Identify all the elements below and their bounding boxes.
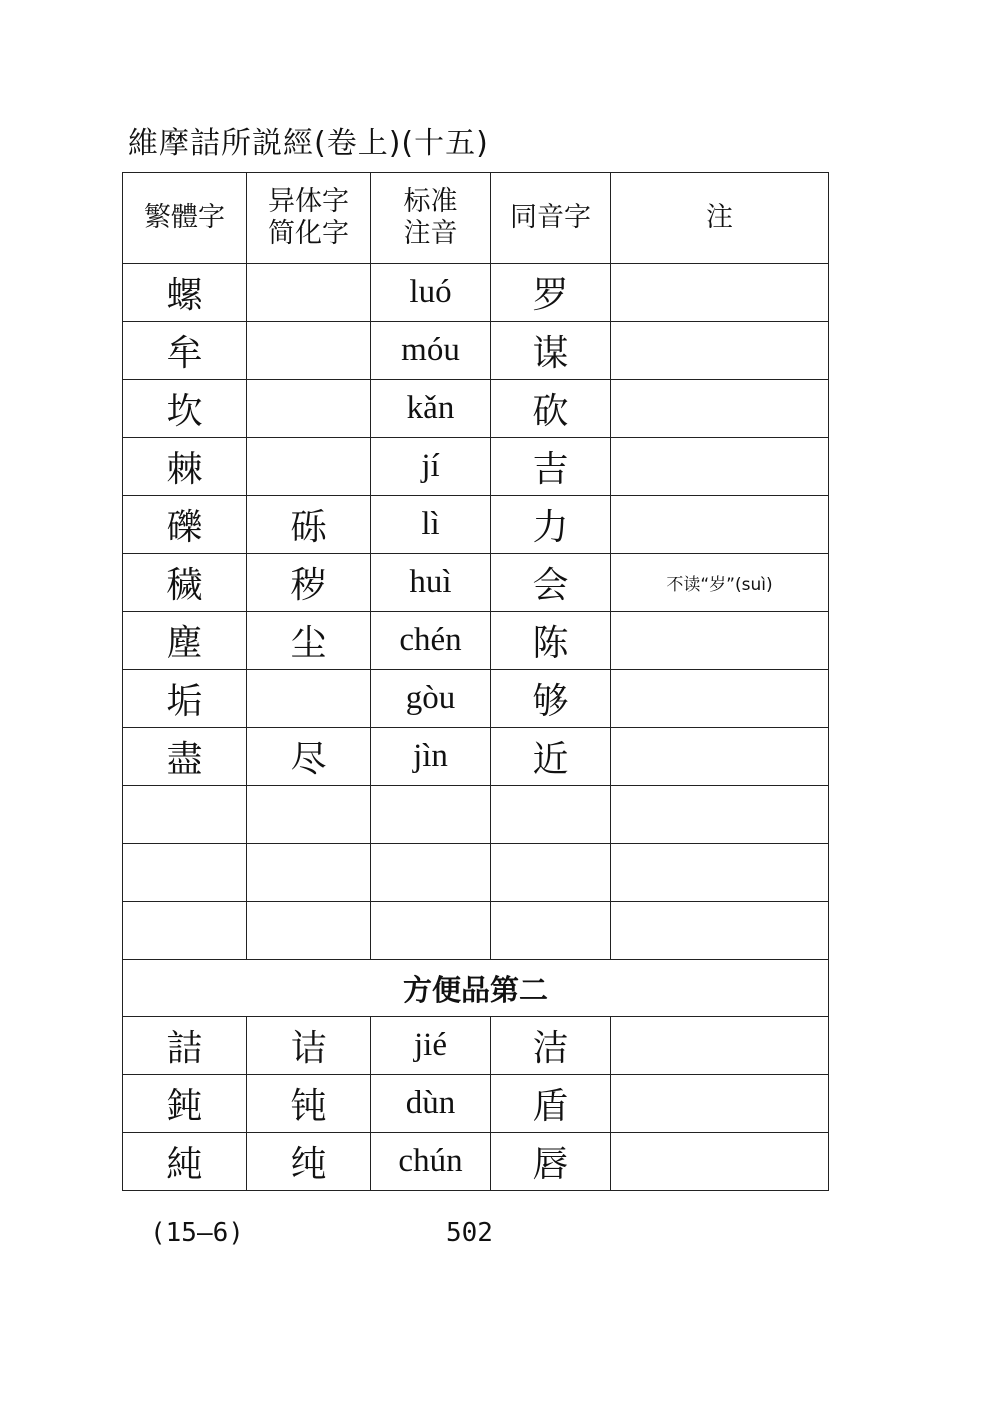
note-cell — [611, 496, 829, 554]
note-cell — [611, 844, 829, 902]
homophone-cell: 罗 — [491, 264, 611, 322]
note-cell — [611, 1075, 829, 1133]
note-cell — [611, 1017, 829, 1075]
note-cell — [611, 728, 829, 786]
homophone-cell: 吉 — [491, 438, 611, 496]
header-note: 注 — [611, 173, 829, 264]
pinyin-cell: dùn — [371, 1075, 491, 1133]
homophone-cell: 够 — [491, 670, 611, 728]
table-body-volume — [123, 264, 829, 960]
pinyin-cell: lì — [371, 496, 491, 554]
table-row — [123, 264, 829, 322]
homophone-cell: 盾 — [491, 1075, 611, 1133]
simplified-char-cell — [247, 264, 371, 322]
traditional-char-cell: 純 — [123, 1133, 247, 1191]
pinyin-cell: chén — [371, 612, 491, 670]
traditional-char-cell — [123, 786, 247, 844]
traditional-char-cell: 穢 — [123, 554, 247, 612]
simplified-char-cell: 钝 — [247, 1075, 371, 1133]
traditional-char-cell: 棘 — [123, 438, 247, 496]
table-row — [123, 1075, 829, 1133]
pinyin-cell: huì — [371, 554, 491, 612]
simplified-char-cell — [247, 786, 371, 844]
homophone-cell: 陈 — [491, 612, 611, 670]
section-row — [123, 960, 829, 1017]
simplified-char-cell — [247, 322, 371, 380]
note-cell — [611, 612, 829, 670]
header-standard-pronunciation: 标准 注音 — [371, 173, 491, 264]
traditional-char-cell — [123, 844, 247, 902]
note-cell — [611, 322, 829, 380]
simplified-char-cell: 尘 — [247, 612, 371, 670]
table-row — [123, 554, 829, 612]
table-row — [123, 1017, 829, 1075]
table-row — [123, 380, 829, 438]
traditional-char-cell — [123, 902, 247, 960]
pinyin-cell — [371, 844, 491, 902]
table-row — [123, 322, 829, 380]
header-variant-simplified: 异体字 简化字 — [247, 173, 371, 264]
page-title: 維摩詰所説經(卷上)(十五) — [128, 126, 489, 161]
traditional-char-cell: 詰 — [123, 1017, 247, 1075]
table-row — [123, 438, 829, 496]
note-cell — [611, 380, 829, 438]
homophone-cell: 砍 — [491, 380, 611, 438]
simplified-char-cell — [247, 844, 371, 902]
pinyin-cell: móu — [371, 322, 491, 380]
pinyin-cell: chún — [371, 1133, 491, 1191]
pinyin-cell: kǎn — [371, 380, 491, 438]
table-row — [123, 496, 829, 554]
table-row — [123, 844, 829, 902]
header-traditional: 繁體字 — [123, 173, 247, 264]
pinyin-cell: jí — [371, 438, 491, 496]
simplified-char-cell: 纯 — [247, 1133, 371, 1191]
table-row — [123, 1133, 829, 1191]
note-cell — [611, 902, 829, 960]
section-title: 方便品第二 — [123, 960, 829, 1017]
simplified-char-cell — [247, 902, 371, 960]
pinyin-cell: jìn — [371, 728, 491, 786]
homophone-cell — [491, 786, 611, 844]
table-row — [123, 728, 829, 786]
homophone-cell: 谋 — [491, 322, 611, 380]
note-cell — [611, 670, 829, 728]
note-cell — [611, 786, 829, 844]
homophone-cell — [491, 902, 611, 960]
simplified-char-cell: 砾 — [247, 496, 371, 554]
table-row — [123, 612, 829, 670]
traditional-char-cell: 塵 — [123, 612, 247, 670]
traditional-char-cell: 垢 — [123, 670, 247, 728]
section-body — [123, 960, 829, 1017]
traditional-char-cell: 螺 — [123, 264, 247, 322]
simplified-char-cell — [247, 670, 371, 728]
pinyin-cell: luó — [371, 264, 491, 322]
simplified-char-cell — [247, 380, 371, 438]
traditional-char-cell: 礫 — [123, 496, 247, 554]
table-row — [123, 902, 829, 960]
simplified-char-cell: 秽 — [247, 554, 371, 612]
homophone-cell: 近 — [491, 728, 611, 786]
note-cell — [611, 438, 829, 496]
header-homophone: 同音字 — [491, 173, 611, 264]
traditional-char-cell: 牟 — [123, 322, 247, 380]
homophone-cell: 会 — [491, 554, 611, 612]
homophone-cell — [491, 844, 611, 902]
note-cell: 不读“岁”(suì) — [611, 554, 829, 612]
page-number: 502 — [446, 1218, 493, 1248]
table-body-section — [123, 1017, 829, 1191]
pinyin-cell — [371, 902, 491, 960]
note-cell — [611, 264, 829, 322]
character-table — [122, 172, 829, 1191]
table-row — [123, 670, 829, 728]
pinyin-cell: gòu — [371, 670, 491, 728]
traditional-char-cell: 鈍 — [123, 1075, 247, 1133]
table-row — [123, 786, 829, 844]
simplified-char-cell: 诘 — [247, 1017, 371, 1075]
simplified-char-cell: 尽 — [247, 728, 371, 786]
traditional-char-cell: 盡 — [123, 728, 247, 786]
homophone-cell: 力 — [491, 496, 611, 554]
note-cell — [611, 1133, 829, 1191]
traditional-char-cell: 坎 — [123, 380, 247, 438]
pinyin-cell: jié — [371, 1017, 491, 1075]
sheet-number: (15—6) — [150, 1218, 244, 1248]
homophone-cell: 唇 — [491, 1133, 611, 1191]
homophone-cell: 洁 — [491, 1017, 611, 1075]
simplified-char-cell — [247, 438, 371, 496]
header-row — [123, 173, 829, 264]
pinyin-cell — [371, 786, 491, 844]
